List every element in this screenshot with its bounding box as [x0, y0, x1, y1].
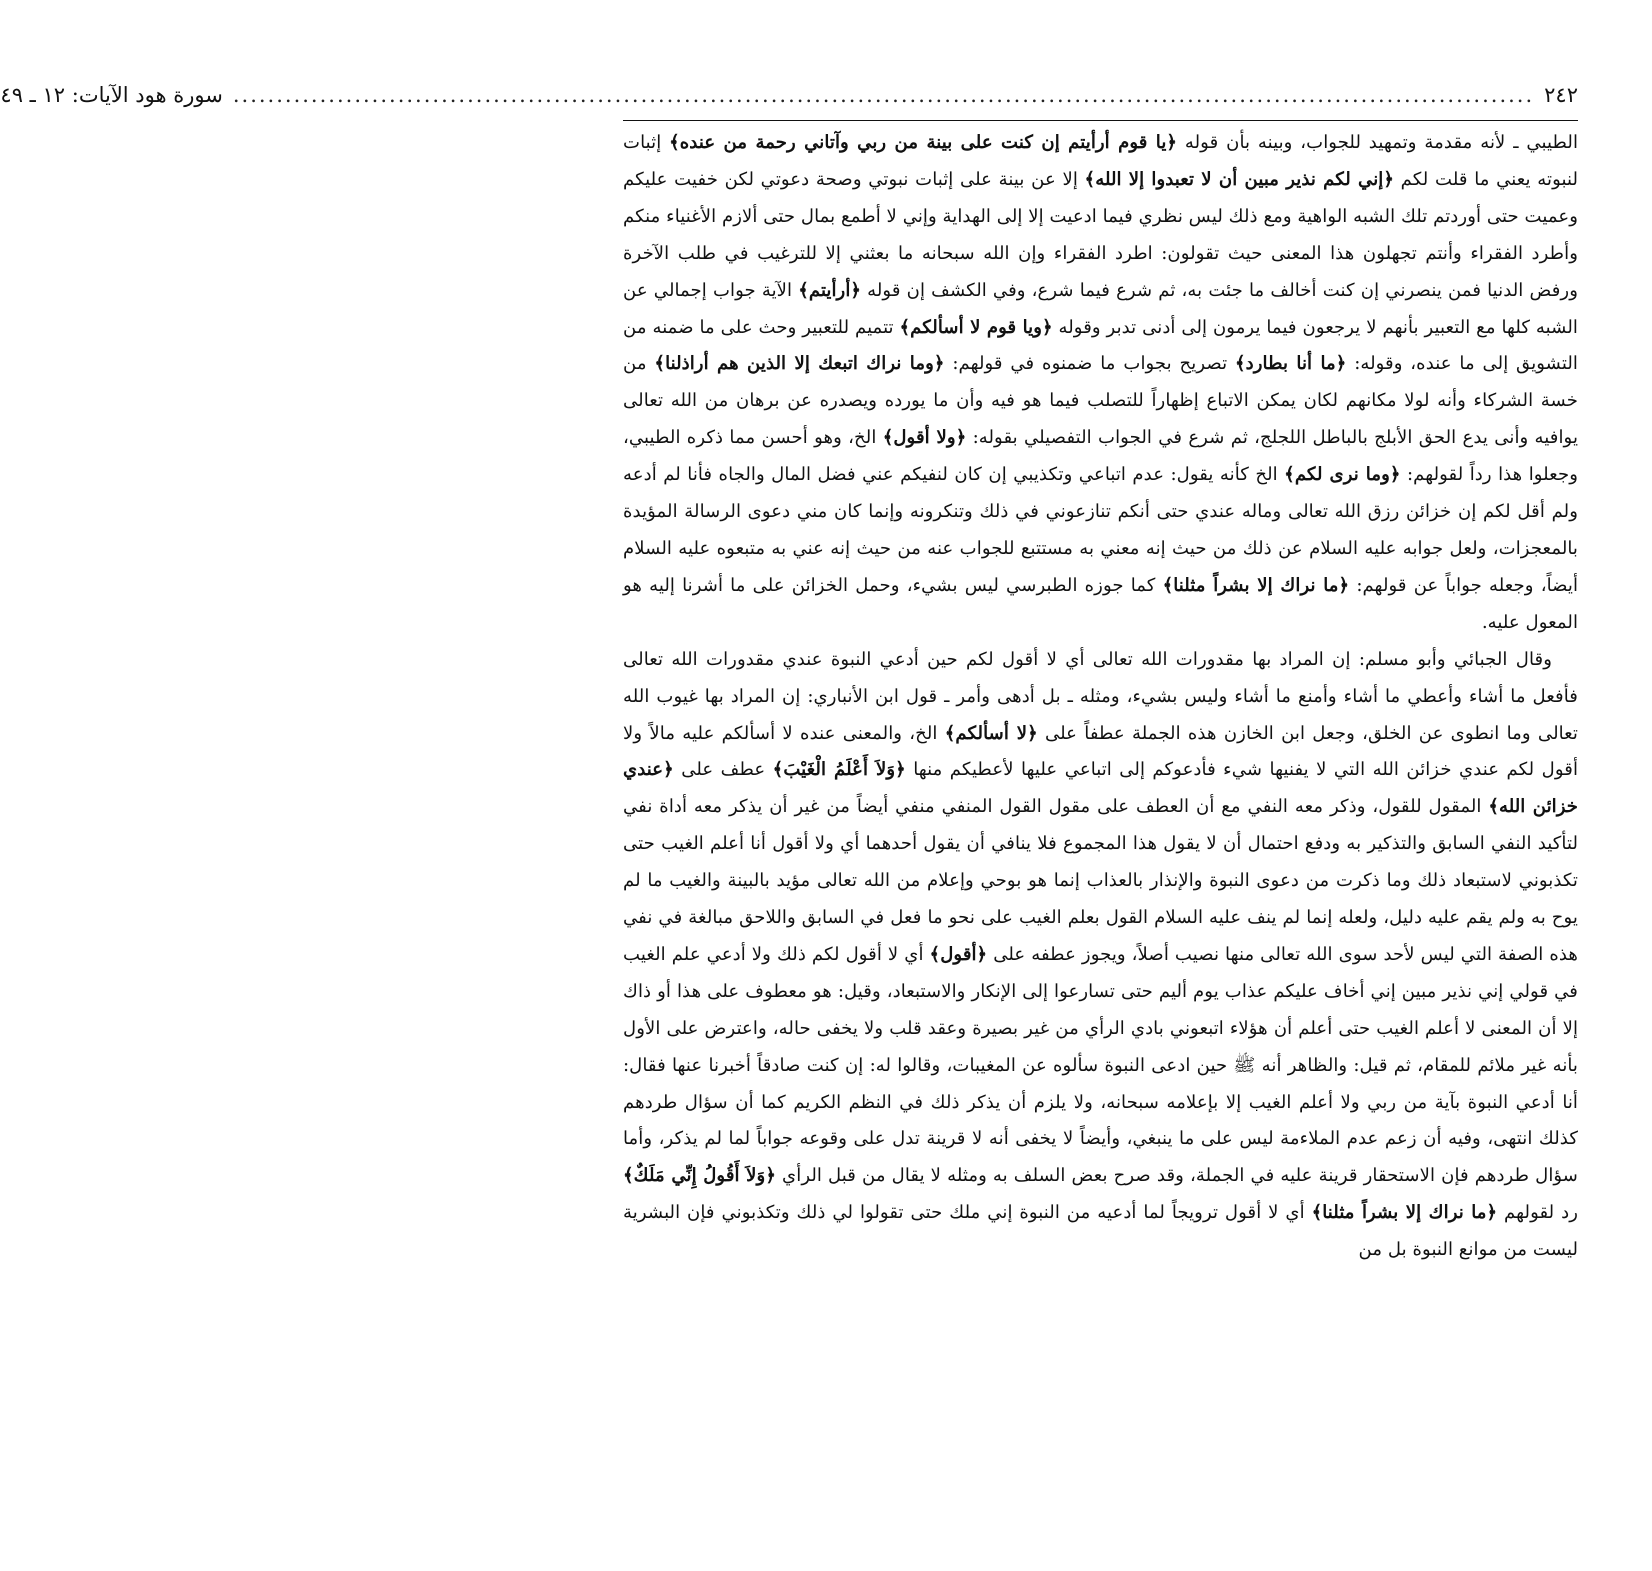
running-title: سورة هود الآيات: ١٢ ـ ٤٩	[0, 83, 223, 107]
quran-quote: ﴿ما نراك إلا بشراً مثلنا﴾	[1162, 574, 1350, 596]
text-run: رد لقولهم	[1497, 1202, 1578, 1224]
text-run: أي لا أقول ترويجاً لما أدعيه من النبوة إني ملك حتى تقولوا لي ذلك وتكذبوني فإن البشرية ليست من موانع النبوة بل من	[623, 1202, 1578, 1261]
text-run: الطيبي ـ لأنه مقدمة وتمهيد للجواب، وبينه بأن قوله	[1177, 132, 1578, 153]
quran-quote: ﴿لا أسألكم﴾	[944, 722, 1038, 744]
quran-quote: ﴿ويا قوم لا أسألكم﴾	[899, 316, 1053, 338]
quran-quote: ﴿إني لكم نذير مبين أن لا تعبدوا إلا الله﴾	[1084, 168, 1394, 190]
quran-quote: ﴿وما نرى لكم﴾	[1284, 464, 1401, 486]
text-run: المقول للقول، وذكر معه النفي مع أن العطف على مقول القول المنفي منفي أيضاً من غير أن يذكر معه أداة نفي لتأكيد النفي السابق والتذكير به ودفع احتمال أن لا يقول هذا المجموع فلا ينافي أن يقول أحدهما أي ولا أقول أنا أعلم الغيب حتى تكذبوني لاستبعاد ذلك وما ذكرت من دعوى النبوة والإنذار بالعذاب إنما هو بوحي وإعلام من الله تعالى مؤيد بالبينة والغيب ما لم يوح به ولم يقم عليه دليل، ولعله إنما لم ينف عليه السلام القول بعلم الغيب على نحو ما فعل في السابق واللاحق مبالغة في نفي هذه الصفة التي ليس لأحد سوى الله تعالى منها نصيب أصلاً، ويجوز عطفه على	[623, 796, 1578, 965]
text-run: كما جوزه الطبرسي ليس بشيء، وحمل الخزائن على ما أشرنا إليه هو المعول عليه.	[623, 574, 1578, 633]
text-run: الخ، والمعنى عنده لا أسألكم عليه مالاً ولا أقول لكم عندي خزائن الله التي لا يفنيها شيء فأدعوكم إلى اتباعي عليها لأعطيكم منها	[623, 722, 1578, 781]
document-page	[0, 78, 1579, 1571]
page-number: ٢٤٢	[1544, 83, 1578, 107]
quran-quote: ﴿ما أنا بطارد﴾	[1235, 353, 1347, 375]
quran-quote: ﴿ما نراك إلا بشراً مثلنا﴾	[1311, 1202, 1498, 1224]
quran-quote: ﴿أرأيتم﴾	[798, 279, 862, 301]
text-run: تتميم للتعبير وحث على ما ضمنه من التشويق إلى ما عنده، وقوله:	[623, 316, 1578, 375]
quran-quote: ﴿وَلاَ أَقُولُ إِنِّي مَلَكٌ﴾	[623, 1165, 776, 1187]
text-run: الخ، وهو أحسن مما ذكره الطيبي، وجعلوا هذا رداً لقولهم:	[623, 427, 1578, 486]
header-leader-dots: ......................................................................................................................................................	[232, 83, 1535, 107]
paragraph-1	[623, 125, 1578, 642]
quran-quote: ﴿يا قوم أرأيتم إن كنت على بينة من ربي وآتاني رحمة من عنده﴾	[669, 132, 1178, 153]
text-run: تصريح بجواب ما ضمنوه في قولهم:	[944, 353, 1235, 375]
text-run: إثبات لنبوته يعني ما قلت لكم	[623, 132, 1578, 190]
text-run: من خسة الشركاء وأنه لولا مكانهم لكان يمكن الاتباع إظهاراً للتصلب فيما هو فيه وأن ما يورده ويصدره عن برهان من الله تعالى يوافيه وأنى يدع الحق الأبلج بالباطل اللجلج، ثم شرع في الجواب التفصيلي بقوله:	[623, 353, 1579, 449]
text-run: الخ كأنه يقول: عدم اتباعي وتكذيبي إن كان لنفيكم عني فضل المال والجاه فأنا لم أدعه ولم أقل لكم إن خزائن رزق الله تعالى وماله عندي حتى أنكم تنازعوني في ذلك وتنكرونه وإنما كان مني دعوى الرسالة المؤيدة بالمعجزات، ولعل جوابه عليه السلام عن ذلك من حيث إنه معني به مستتبع للجواب عنه من حيث إنه عني به متبعوه عليه السلام أيضاً، وجعله جواباً عن قولهم:	[623, 464, 1578, 596]
quran-quote: ﴿أقول﴾	[929, 943, 988, 965]
text-run: عطف على	[673, 759, 773, 781]
quran-quote: ﴿عندي خزائن الله﴾	[623, 759, 1578, 818]
running-header	[0, 78, 1578, 121]
text-run: وقال الجبائي وأبو مسلم: إن المراد بها مقدورات الله تعالى أي لا أقول لكم حين أدعي النبوة عندي مقدورات الله تعالى فأفعل ما أشاء وأعطي ما أشاء وأمنع ما أشاء وليس بشيء، ومثله ـ بل أدهى وأمر ـ قول ابن الأنباري: إن المراد بها غيوب الله تعالى وما انطوى عن الخلق، وجعل ابن الخازن هذه الجملة عطفاً على	[623, 648, 1578, 744]
paragraph-2	[623, 642, 1578, 1269]
text-run: إلا عن بينة على إثبات نبوتي وصحة دعوتي لكن خفيت عليكم وعميت حتى أوردتم تلك الشبه الواهية ومع ذلك ليس نظري فيما ادعيت إلا إلى الهداية وإني لا أطمع بمال حتى ألازم الأغنياء منكم وأطرد الفقراء وأنتم تجهلون هذا المعنى حيث تقولون: اطرد الفقراء وإن الله سبحانه ما بعثني إلا للترغيب في طلب الآخرة ورفض الدنيا فمن ينصرني إن كنت أخالف ما جئت به، ثم شرع فيما شرع، وفي الكشف إن قوله	[623, 168, 1578, 301]
text-run: الآية جواب إجمالي عن الشبه كلها مع التعبير بأنهم لا يرجعون فيما يرمون إلى أدنى تدبر وقوله	[623, 279, 1578, 338]
body-text	[623, 125, 1578, 1269]
quran-quote: ﴿وَلاَ أَعْلَمُ الْغَيْبَ﴾	[772, 759, 906, 781]
quran-quote: ﴿وما نراك اتبعك إلا الذين هم أراذلنا﴾	[654, 353, 945, 375]
quran-quote: ﴿ولا أقول﴾	[882, 427, 967, 449]
text-run: أي لا أقول لكم ذلك ولا أدعي علم الغيب في قولي إني نذير مبين إني أخاف عليكم عذاب يوم أليم حتى تسارعوا إلى الإنكار والاستبعاد، وقيل: هو معطوف على هذا أو ذاك إلا أن المعنى لا أعلم الغيب حتى أعلم أن هؤلاء اتبعوني بادي الرأي من غير بصيرة وعقد قلب ولا يخفى حاله، واعترض على الأول بأنه غير ملائم للمقام، ثم قيل: والظاهر أنه ﷺ حين ادعى النبوة سألوه عن المغيبات، وقالوا له: إن كنت صادقاً أخبرنا عنها فقال: أنا أدعي النبوة بآية من ربي ولا أعلم الغيب إلا بإعلامه سبحانه، ولا يلزم أن يذكر ذلك في النظم الكريم كما أن سؤال طردهم كذلك انتهى، وفيه أن زعم عدم الملاءمة ليس على ما ينبغي، وأيضاً لا يخفى أنه لا قرينة تدل على وقوعه جواباً لما لم يذكر، وأما سؤال طردهم فإن الاستحقار قرينة عليه في الجملة، وقد صرح بعض السلف به ومثله لا يقال من قبل الرأي	[623, 943, 1579, 1187]
